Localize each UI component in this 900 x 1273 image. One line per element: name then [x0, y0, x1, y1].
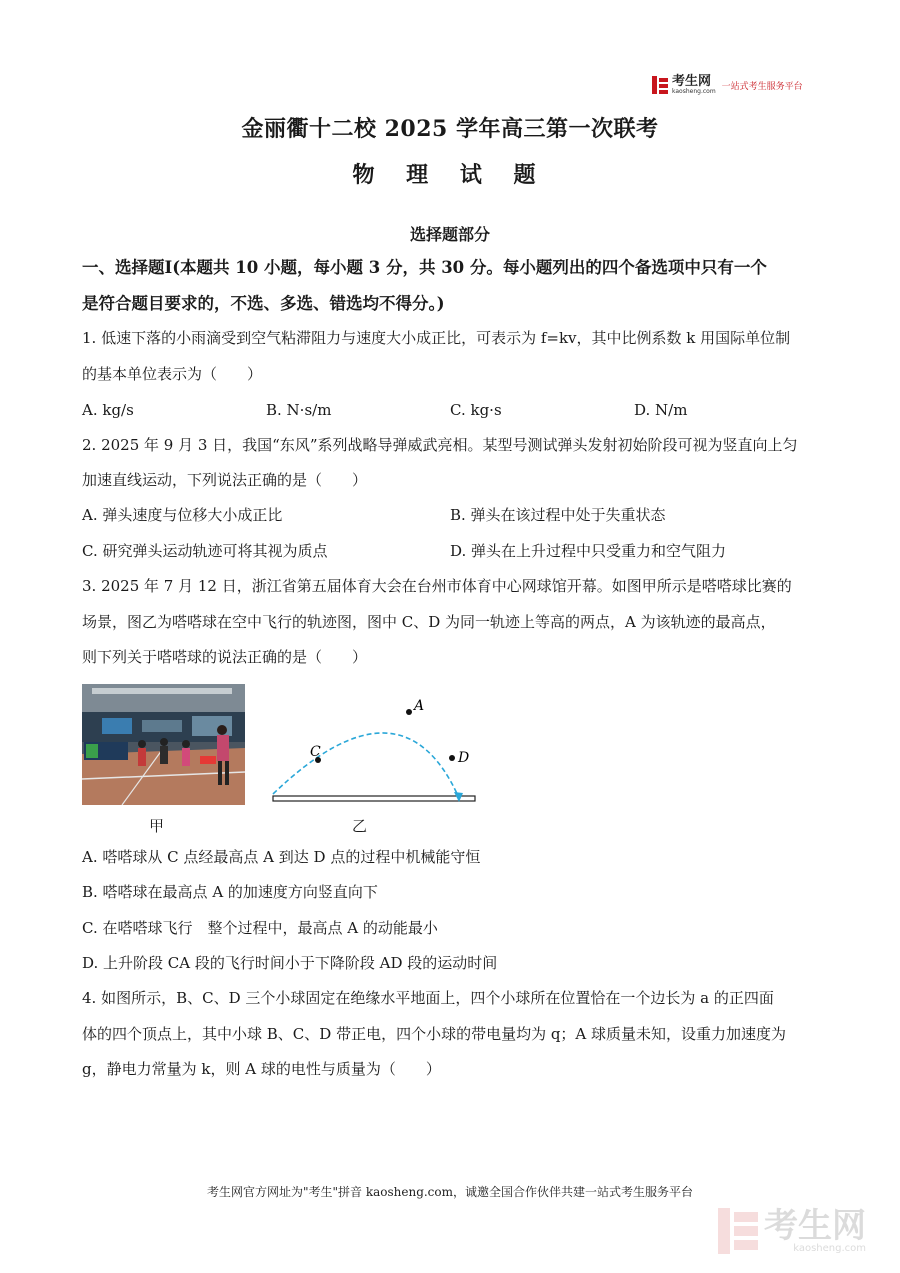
instructions-line-2: 是符合题目要求的，不选、多选、错选均不得分。) [82, 294, 445, 313]
page-footer: 考生网官方网址为"考生"拼音 kaosheng.com，诚邀全国合作伙伴共建一站式考生服务平台 [206, 1185, 694, 1199]
q2-option-a: A. 弹头速度与位移大小成正比 [82, 506, 283, 524]
watermark-name: 考生网 [764, 1205, 866, 1246]
q1-option-b: B. N·s/m [266, 401, 332, 419]
q3-option-b: B. 嗒嗒球在最高点 A 的加速度方向竖直向下 [82, 883, 378, 901]
q3-caption-yi: 乙 [352, 817, 368, 835]
q3-stem-line-3: 则下列关于嗒嗒球的说法正确的是（ ） [82, 648, 368, 666]
logo-slogan: 一站式考生服务平台 [721, 81, 803, 92]
q3-photo-gym [82, 684, 245, 805]
instructions-line-1: 一、选择题Ⅰ(本题共 10 小题，每小题 3 分，共 30 分。每小题列出的四个备选项中只有一个 [82, 258, 767, 277]
q1-option-a: A. kg/s [82, 401, 134, 419]
q2-option-d: D. 弹头在上升过程中只受重力和空气阻力 [450, 542, 727, 560]
q3-trajectory-diagram [262, 690, 482, 808]
point-a-label: A [414, 698, 425, 714]
watermark [718, 1205, 866, 1254]
q4-stem-line-3: g，静电力常量为 k，则 A 球的电性与质量为（ ） [82, 1060, 441, 1078]
q3-option-d: D. 上升阶段 CA 段的飞行时间小于下降阶段 AD 段的运动时间 [82, 954, 498, 972]
q3-stem-line-2: 场景，图乙为嗒嗒球在空中飞行的轨迹图，图中 C、D 为同一轨迹上等高的两点，A 为该轨迹的最高点， [82, 613, 776, 631]
q2-option-c: C. 研究弹头运动轨迹可将其视为质点 [82, 542, 328, 560]
kaosheng-logo-icon [652, 76, 668, 94]
section-title: 选择题部分 [409, 225, 490, 244]
q1-option-d: D. N/m [634, 401, 688, 419]
q3-option-a: A. 嗒嗒球从 C 点经最高点 A 到达 D 点的过程中机械能守恒 [82, 848, 481, 866]
point-a-dot [406, 709, 412, 715]
q4-stem-line-1: 4. 如图所示，B、C、D 三个小球固定在绝缘水平地面上，四个小球所在位置恰在一个边长为 a 的正四面 [82, 989, 774, 1007]
q4-stem-line-2: 体的四个顶点上，其中小球 B、C、D 带正电，四个小球的带电量均为 q；A 球质量未知，设重力加速度为 [82, 1025, 787, 1043]
q3-option-c: C. 在嗒嗒球飞行 整个过程中，最高点 A 的动能最小 [82, 919, 438, 937]
exam-title: 金丽衢十二校 2025 学年高三第一次联考 [241, 116, 659, 142]
q1-option-c: C. kg·s [450, 401, 502, 419]
q3-caption-jia: 甲 [149, 817, 165, 835]
q2-option-b: B. 弹头在该过程中处于失重状态 [450, 506, 666, 524]
q1-stem-line-2: 的基本单位表示为（ ） [82, 365, 263, 383]
q1-stem-line-1: 1. 低速下落的小雨滴受到空气粘滞阻力与速度大小成正比，可表示为 f=kv，其中比例系数 k 用国际单位制 [82, 329, 791, 347]
logo-url: kaosheng.com [672, 87, 716, 95]
trajectory-curve [273, 733, 459, 798]
header-logo [652, 74, 803, 96]
q2-stem-line-2: 加速直线运动，下列说法正确的是（ ） [82, 471, 368, 489]
q2-stem-line-1: 2. 2025 年 9 月 3 日，我国“东风”系列战略导弹威武亮相。某型号测试弹头发射初始阶段可视为竖直向上匀 [82, 436, 798, 454]
point-c-label: C [310, 744, 321, 760]
point-d-label: D [458, 750, 470, 766]
point-d-dot [449, 755, 455, 761]
ground-bar [273, 796, 475, 801]
watermark-logo-icon [718, 1208, 758, 1254]
q3-stem-line-1: 3. 2025 年 7 月 12 日，浙江省第五届体育大会在台州市体育中心网球馆开幕。如图甲所示是嗒嗒球比赛的 [82, 577, 792, 595]
logo-name: 考生网 [672, 73, 712, 89]
watermark-url: kaosheng.com [793, 1242, 866, 1254]
exam-subtitle: 物 理 试 题 [352, 162, 548, 188]
